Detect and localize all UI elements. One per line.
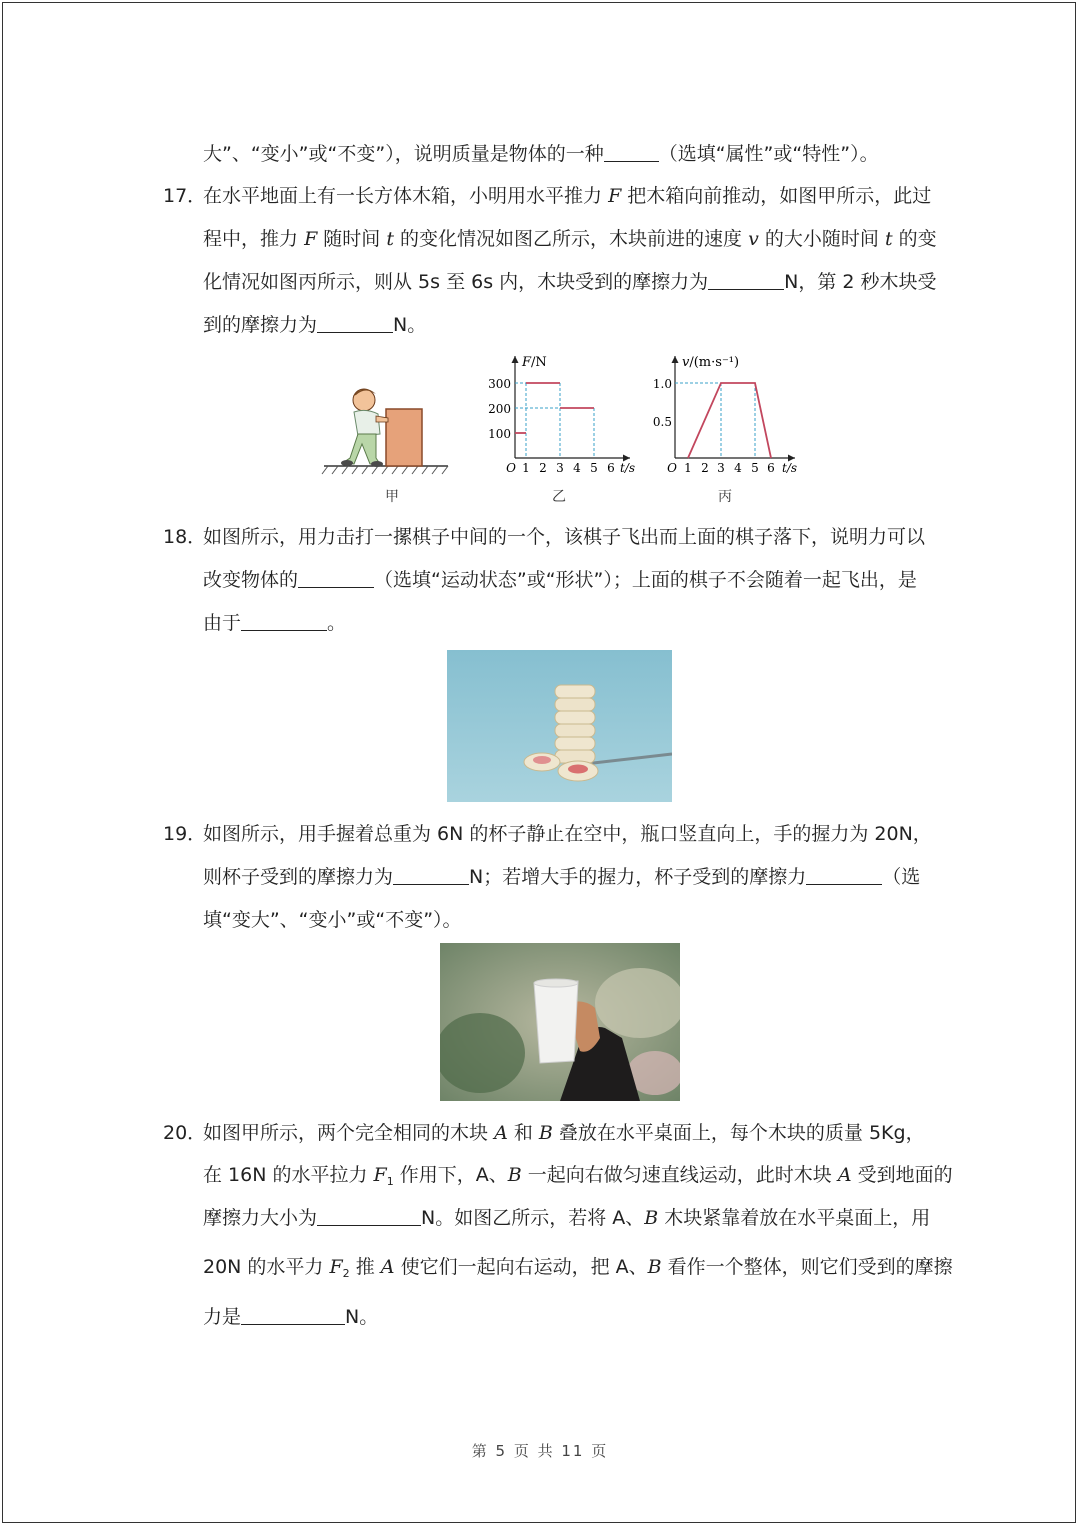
q20-line-3: 摩擦力大小为 N。如图乙所示，若将 A、B 木块紧靠着放在水平桌面上，用 (203, 1207, 931, 1229)
x-tick-label: 4 (573, 461, 581, 475)
answer-blank[interactable] (806, 866, 882, 885)
answer-blank[interactable] (317, 1207, 421, 1226)
page-footer: 第 5 页 共 11 页 (471, 1442, 609, 1460)
velocity-line (688, 383, 771, 458)
x-tick-label: 5 (751, 461, 759, 475)
origin-label: O (667, 461, 677, 475)
q17-line-3: 化情况如图丙所示，则从 5s 至 6s 内，木块受到的摩擦力为 N，第 2 秒木块受 (203, 271, 937, 293)
x-tick-label: 6 (767, 461, 775, 475)
answer-blank[interactable] (393, 866, 469, 885)
q17-line-2: 程中，推力 F 随时间 t 的变化情况如图乙所示，木块前进的速度 v 的大小随时间 t 的变 (203, 228, 937, 250)
q20-line-2: 在 16N 的水平拉力 $F_1$ 作用下，A、B 一起向右做匀速直线运动，此时木块 A 受到地面的 (203, 1164, 953, 1188)
q17-line-4: 到的摩擦力为 N。 (203, 314, 427, 336)
x-tick-label: 1 (522, 461, 530, 475)
question-number: 19． (163, 823, 207, 845)
velocity-time-graph (645, 348, 805, 480)
x-axis-label: t/s (620, 461, 636, 475)
x-axis-label: t/s (782, 461, 798, 475)
q20-line-1: 如图甲所示，两个完全相同的木块 A 和 B 叠放在水平桌面上，每个木块的质量 5Kg， (203, 1122, 925, 1144)
chess-stack-photo (447, 650, 672, 802)
hand-holding-cup-photo (440, 943, 680, 1101)
y-axis-label: F/N (522, 355, 547, 370)
answer-blank[interactable] (241, 612, 327, 631)
q19-line-3: 填“变大”、“变小”或“不变”）。 (203, 909, 462, 931)
q17-line-1: 在水平地面上有一长方体木箱，小明用水平推力 F 把木箱向前推动，如图甲所示，此过 (203, 185, 932, 207)
y-tick-label: 300 (488, 377, 511, 391)
x-tick-label: 4 (734, 461, 742, 475)
origin-label: O (506, 461, 516, 475)
q20-line-5: 力是 N。 (203, 1306, 379, 1328)
answer-blank[interactable] (604, 143, 659, 162)
force-time-graph (480, 348, 640, 480)
x-tick-label: 3 (717, 461, 725, 475)
q18-line-2: 改变物体的 （选填“运动状态”或“形状”）；上面的棋子不会随着一起飞出，是 (203, 569, 917, 591)
question-number: 18． (163, 526, 207, 548)
x-tick-label: 6 (607, 461, 615, 475)
x-tick-label: 2 (539, 461, 547, 475)
figure-caption-jia: 甲 (385, 489, 399, 505)
x-tick-label: 5 (590, 461, 598, 475)
x-tick-label: 2 (701, 461, 709, 475)
x-tick-label: 3 (556, 461, 564, 475)
y-tick-label: 200 (488, 402, 511, 416)
q19-line-1: 如图所示，用手握着总重为 6N 的杯子静止在空中，瓶口竖直向上，手的握力为 20N， (203, 823, 932, 845)
q19-line-2: 则杯子受到的摩擦力为 N；若增大手的握力，杯子受到的摩擦力 （选 (203, 866, 921, 888)
y-tick-label: 0.5 (652, 415, 672, 429)
answer-blank[interactable] (298, 569, 374, 588)
q16-line: 大”、“变小”或“不变”），说明质量是物体的一种 （选填“属性”或“特性”）。 (203, 143, 879, 165)
figure-caption-bing: 丙 (718, 489, 732, 505)
answer-blank[interactable] (241, 1306, 345, 1325)
answer-blank[interactable] (708, 271, 784, 290)
boy-pushing-box-illustration (320, 378, 450, 480)
question-number: 17． (163, 185, 207, 207)
figure-caption-yi: 乙 (552, 489, 566, 505)
q18-line-3: 由于 。 (203, 612, 347, 634)
q18-line-1: 如图所示，用力击打一摞棋子中间的一个，该棋子飞出而上面的棋子落下，说明力可以 (203, 526, 926, 548)
y-tick-label: 100 (488, 427, 511, 441)
answer-blank[interactable] (317, 314, 393, 333)
y-tick-label: 1.0 (652, 377, 672, 391)
y-axis-label: v/(m·s⁻¹) (682, 355, 740, 370)
q20-line-4: 20N 的水平力 $F_2$ 推 A 使它们一起向右运动，把 A、B 看作一个整体，则它们受到的摩擦 (203, 1256, 953, 1280)
question-number: 20． (163, 1122, 207, 1144)
x-tick-label: 1 (684, 461, 692, 475)
